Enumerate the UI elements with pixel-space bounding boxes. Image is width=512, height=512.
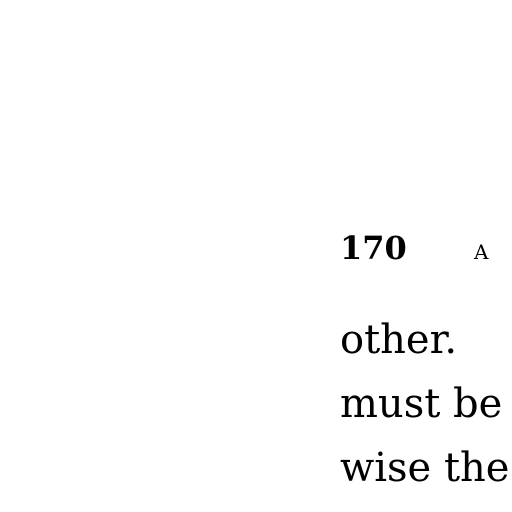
text-line: must be: [340, 381, 503, 427]
page-number: 170: [340, 229, 407, 267]
text-line: other.: [340, 317, 458, 363]
text-line: wise the: [340, 445, 510, 491]
running-head: A: [474, 240, 489, 264]
